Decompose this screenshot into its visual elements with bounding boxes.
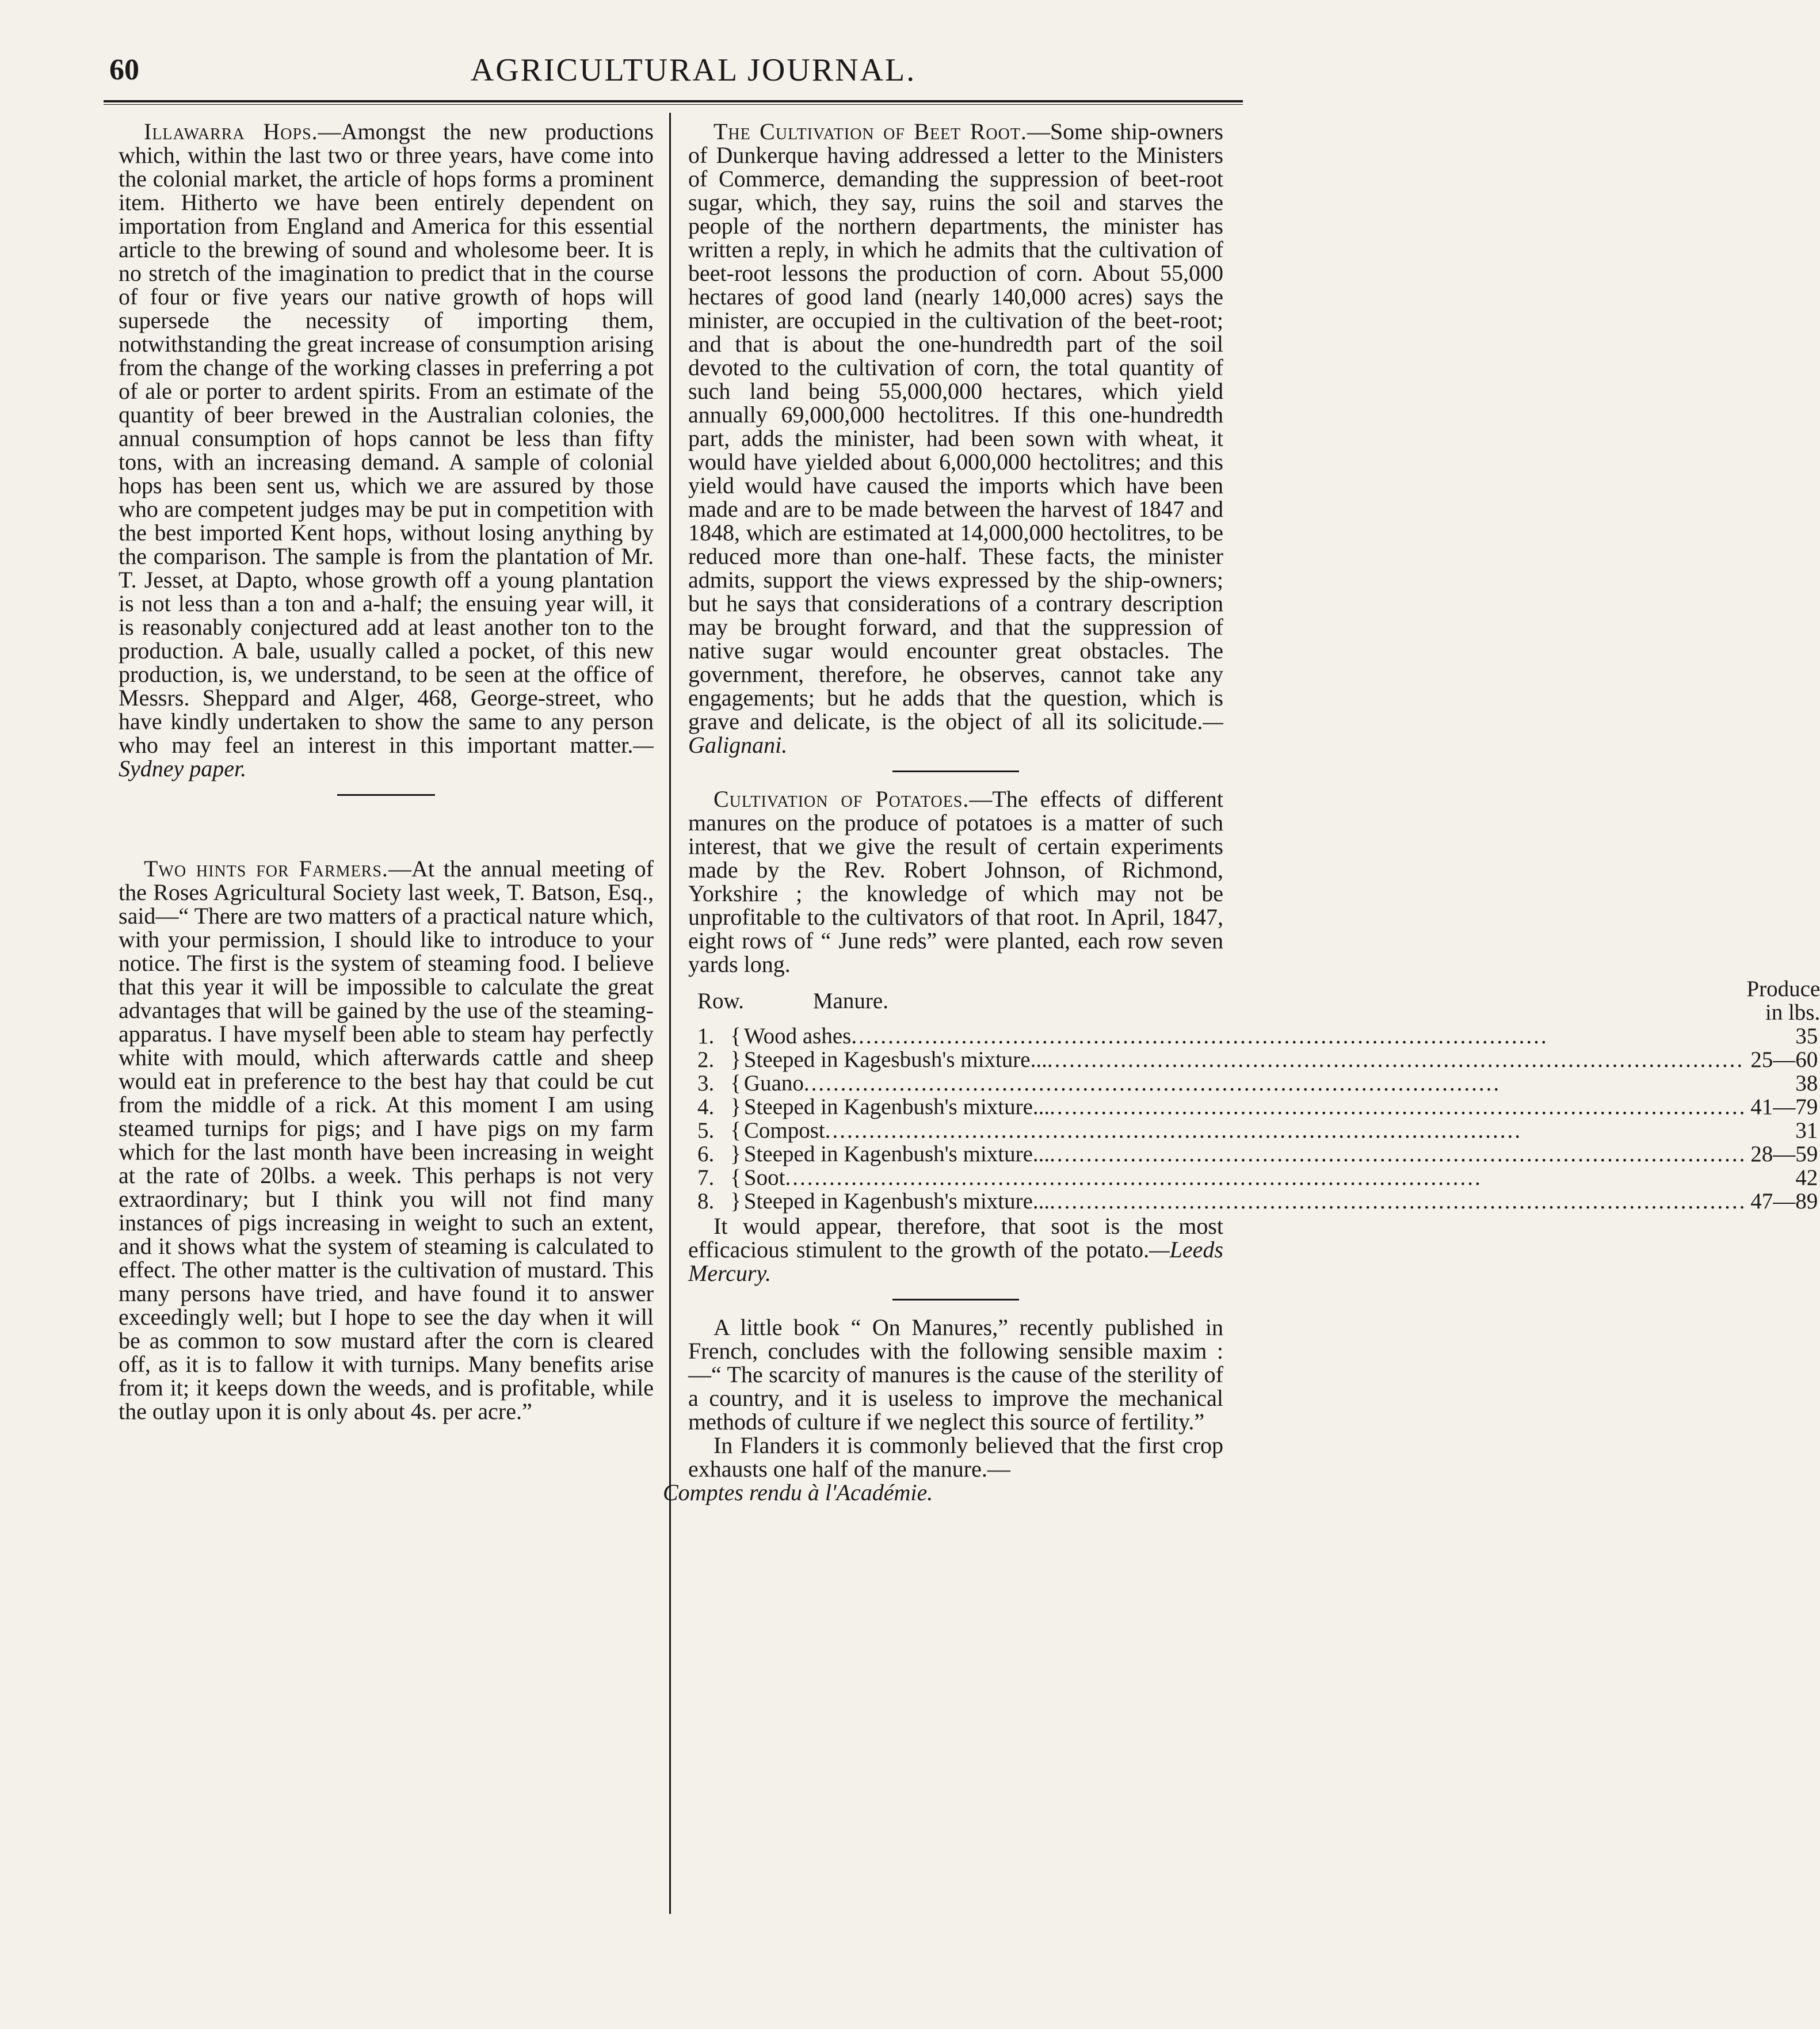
table-row: [688, 1024, 1820, 1048]
spacer: [119, 811, 654, 857]
table-cell-row: 4.: [697, 1094, 715, 1119]
table-cell-produce: 25—60: [1750, 1047, 1818, 1072]
table-cell-brace: }: [730, 1094, 741, 1119]
leader-dots: [1047, 1048, 1747, 1071]
article-body: —At the annual meeting of the Roses Agricultural Society last week, T. Batson, Esq., said—“ There are two matters of a practical nature which, with your permission, I should like to introduce to your notice. The first is the system of steaming food. I believe that this year it will be impossible to calculate the great advantages that will be gained by the use of the steaming-apparatus. I have myself been able to steam hay perfectly white with mould, which afterwards cattle and sheep would eat in preference to the best hay that could be cut from the middle of a rick. At this moment I am using steamed turnips for pigs; and I have pigs on my farm which for the last month have been increasing in weight at the rate of 20lbs. a week. This perhaps is not very extraordinary; but I think you will not find many instances of pigs increasing in weight to such an extent, and it shows what the system of steaming is calculated to effect. The other matter is the cultivation of mustard. This many persons have tried, and have found it to answer exceedingly well; but I hope to see the day when it will be as common to sow mustard after the corn is cleared off, as it is to fallow it with turnips. Many benefits arise from it; it keeps down the weeds, and is profitable, while the outlay upon it is only about 4s. per acre.”: [119, 856, 654, 1424]
table-cell-produce: 28—59: [1750, 1142, 1818, 1166]
table-cell-manure: [744, 1071, 1747, 1095]
article-paragraph: [119, 120, 654, 780]
table-cell-produce: 35: [1795, 1024, 1818, 1048]
table-cell-brace: {: [730, 1165, 741, 1190]
leader-dots: [1050, 1189, 1746, 1213]
article-two-hints: [119, 857, 654, 1423]
article-paragraph: [663, 1432, 1223, 1505]
article-conclusion: It would appear, therefore, that soot is the most efficacious stimulent to the growth of the potato.: [688, 1213, 1223, 1263]
left-column: [119, 120, 654, 1423]
article-source: —Galignani.: [688, 708, 1223, 758]
article-paragraph: [688, 1214, 1223, 1285]
table-cell-manure: [744, 1024, 1747, 1048]
table-cell-manure: [744, 1095, 1747, 1119]
article-heading: The Cultivation of Beet Root.: [713, 119, 1027, 144]
article-beet-root: [688, 120, 1223, 757]
article-separator: [337, 794, 435, 796]
article-separator: [892, 771, 1019, 772]
table-cell-produce: 38: [1795, 1071, 1818, 1096]
manure-label: Compost: [743, 1118, 825, 1143]
article-manures-book: [663, 1314, 1223, 1505]
article-paragraph: [688, 787, 1223, 976]
manure-label: Soot: [743, 1165, 785, 1190]
table-cell-manure: [744, 1142, 1747, 1166]
article-body: —The effects of different manures on the produce of potatoes is a matter of such interest, that we give the result of certain experiments made by the Rev. Robert Johnson, of Richmond, Yorkshire ; the knowledge of which may not be unprofitable to the cultivators of that root. In April, 1847, eight rows of “ June reds” were planted, each row seven yards long.: [688, 786, 1223, 977]
article-heading: Illawarra Hops.: [144, 119, 318, 144]
article-heading: Two hints for Farmers.: [144, 856, 388, 882]
leader-dots: [804, 1071, 1747, 1095]
article-body: —Amongst the new productions which, within the last two or three years, have come into the colonial market, the article of hops forms a prominent item. Hitherto we have been entirely dependent on importation from England and America for this essential article to the brewing of sound and wholesome beer. It is no stretch of the imagination to predict that in the course of four or five years our native growth of hops will supersede the necessity of importing them, notwithstanding the great increase of consumption arising from the change of the working classes in preferring a pot of ale or porter to ardent spirits. From an estimate of the quantity of beer brewed in the Australian colonies, the annual consumption of hops cannot be less than fifty tons, with an increasing demand. A sample of colonial hops has been sent us, which we are assured by those who are competent judges may be put in competition with the best imported Kent hops, without losing anything by the comparison. The sample is from the plantation of Mr. T. Jesset, at Dapto, whose growth off a young plantation is not less than a ton and a-half; the ensuing year will, it is reasonably conjectured add at least another ton to the production. A bale, usually called a pocket, of this new production, is, we understand, to be seen at the office of Messrs. Sheppard and Alger, 468, George-street, who have kindly undertaken to show the same to any person who may feel an interest in this important matter.: [119, 119, 654, 758]
leader-dots: [851, 1024, 1746, 1048]
right-column: [663, 119, 1820, 1505]
table-cell-produce: 41—79: [1750, 1094, 1818, 1119]
article-source: —Sydney paper.: [119, 732, 654, 781]
table-cell-row: 5.: [697, 1118, 715, 1143]
manure-label: Steeped in Kagenbush's mixture...: [743, 1094, 1050, 1119]
table-header-produce: Produce in lbs.: [1746, 977, 1820, 1025]
leader-dots: [1050, 1142, 1746, 1166]
table-cell-manure: [744, 1166, 1747, 1189]
manure-label: Steeped in Kagenbush's mixture...: [743, 1189, 1050, 1214]
article-paragraph: [119, 857, 654, 1423]
article-paragraph: A little book “ On Manures,” recently published in French, concludes with the following sensible maxim :—“ The scarcity of manures is the cause of the sterility of a country, and it is useless to improve the mechanical methods of culture if we neglect this source of fertility.”: [688, 1314, 1223, 1435]
table-cell-manure: [744, 1048, 1747, 1071]
table-cell-brace: {: [730, 1071, 741, 1096]
running-title: AGRICULTURAL JOURNAL.: [470, 52, 917, 88]
table-cell-row: 1.: [697, 1024, 715, 1048]
table-row: [688, 1071, 1820, 1095]
table-row: [688, 1048, 1820, 1071]
table-cell-brace: }: [730, 1047, 741, 1072]
table-row: [688, 1142, 1820, 1166]
manure-label: Wood ashes: [743, 1024, 852, 1048]
table-cell-brace: {: [730, 1118, 741, 1143]
table-header-row: [688, 977, 1820, 1024]
leader-dots: [1050, 1095, 1746, 1119]
table-cell-produce: 31: [1795, 1118, 1818, 1143]
table-row: [688, 1189, 1820, 1213]
article-source: Comptes rendu à l'Académie.: [663, 1479, 933, 1505]
article-body: —Some ship-owners of Dunkerque having addressed a letter to the Ministers of Commerce, demanding the suppression of beet-root sugar, which, they say, ruins the soil and starves the people of the northern departments, the minister has written a reply, in which he admits that the cultivation of beet-root lessons the production of corn. About 55,000 hectares of good land (nearly 140,000 acres) says the minister, are occupied in the cultivation of the beet-root; and that is about the one-hundredth part of the soil devoted to the cultivation of corn, the total quantity of such land being 55,000,000 hectares, which yield annually 69,000,000 hectolitres. If this one-hundredth part, adds the minister, had been sown with wheat, it would have yielded about 6,000,000 hectolitres; and this yield would have caused the imports which have been made and are to be made between the harvest of 1847 and 1848, which are estimated at 14,000,000 hectolitres, to be reduced more than one-half. These facts, the minister admits, support the views expressed by the ship-owners; but he says that considerations of a contrary description may be brought forward, and that the suppression of native sugar would encounter great obstacles. The government, therefore, he observes, cannot take any engagements; but he adds that the question, which is grave and delicate, is the object of all its solicitude.: [688, 119, 1224, 734]
table-cell-brace: }: [730, 1142, 741, 1166]
table-header-row-no: Row.: [697, 988, 744, 1013]
page-number: 60: [109, 54, 139, 86]
article-heading: Cultivation of Potatoes.: [713, 786, 970, 812]
leader-dots: [785, 1166, 1746, 1189]
table-header-manure: Manure.: [812, 988, 888, 1013]
table-row: [688, 1095, 1820, 1119]
table-cell-row: 2.: [697, 1047, 715, 1072]
table-cell-row: 8.: [697, 1189, 715, 1214]
table-cell-row: 3.: [697, 1071, 715, 1096]
table-cell-manure: [744, 1189, 1747, 1213]
column-divider: [669, 113, 671, 1914]
manure-label: Guano: [743, 1071, 804, 1096]
table-row: [688, 1119, 1820, 1142]
article-separator: [892, 1299, 1019, 1300]
manure-label: Steeped in Kagesbush's mixture...: [743, 1047, 1047, 1072]
table-cell-produce: 47—89: [1750, 1189, 1818, 1214]
manure-table: [688, 977, 1820, 1213]
table-cell-row: 6.: [697, 1142, 715, 1166]
table-cell-brace: {: [730, 1024, 741, 1048]
article-potatoes: [688, 786, 1820, 1286]
table-cell-row: 7.: [697, 1165, 715, 1190]
article-body: In Flanders it is commonly believed that the first crop exhausts one half of the manure.—: [688, 1432, 1223, 1482]
manure-label: Steeped in Kagenbush's mixture...: [743, 1142, 1050, 1166]
table-cell-brace: }: [730, 1189, 741, 1214]
article-illawarra-hops: [119, 120, 654, 780]
table-cell-manure: [744, 1119, 1747, 1142]
table-row: [688, 1166, 1820, 1189]
table-cell-produce: 42: [1795, 1165, 1818, 1190]
article-paragraph: [688, 120, 1223, 757]
leader-dots: [825, 1119, 1747, 1142]
article-source: —Leeds Mercury.: [688, 1237, 1223, 1286]
header-rule: [104, 100, 1243, 105]
